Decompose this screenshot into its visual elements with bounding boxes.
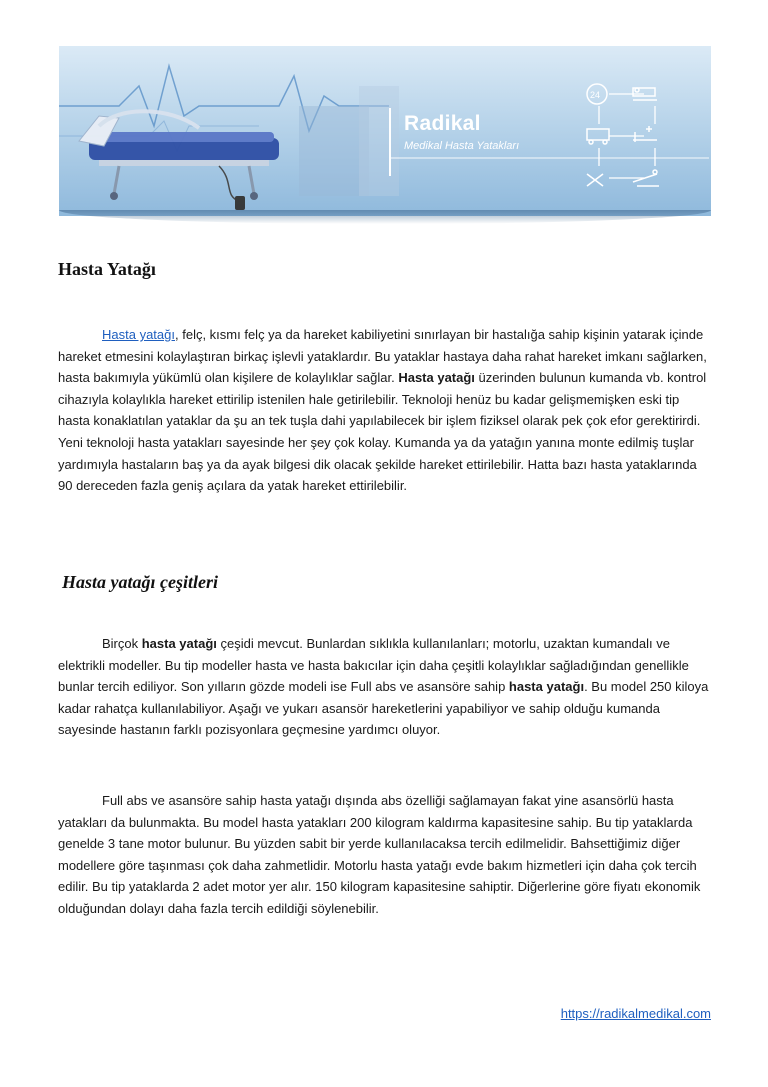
banner-artwork <box>59 46 711 216</box>
section-title: Hasta yatağı çeşitleri <box>62 572 218 592</box>
intro-paragraph <box>58 324 714 497</box>
p1-text-2: üzerinden bulunun kumanda vb. kontrol cihazıyla kolaylıkla hareket ettirilip istenilen hale getirilebilir. Teknoloji henüz bu kadar gelişmemişken eski tip hasta konaklatılan yataklar da şu an tek tuşla dahi yapılabilecek bir işlem fiziksel olarak pek çok efor gerektirirdi. Yeni teknoloji hasta yatakları sayesinde her şey çok kolay. Kumanda ya da yatağın yanına monte edilmiş tuşlar yardımıyla hastaların baş ya da ayak bilgesi dik olacak şekilde hareket ettirilebilir. Hatta bazı hasta yataklarında 90 dereceden fazla geniş açılara da yatak hareket ettirilebilir. <box>58 370 707 494</box>
banner-shadow <box>59 210 711 224</box>
p2-bold-1: hasta yatağı <box>141 636 217 651</box>
ambulance-icon <box>587 129 609 144</box>
types-paragraph <box>58 633 714 741</box>
patient-bed-icon <box>633 126 657 142</box>
p2-bold-2: hasta yatağı <box>508 679 585 695</box>
p3-text-1: Full abs ve asansöre sahip hasta yatağı dışında abs özelliği sağlamayan fakat yine asansörlü hasta yatakları da bulunmakta. Bu model hasta yatakları 200 kilogram kaldırma kapasitesine sahip. Bu tip yataklarda genelde 3 tane motor bulunur. Bu yüzden sabit bir yerde kullanılacaksa tercih edilmelidir. Bahsettiğimiz diğer modellere göre taşınması çok daha zahmetlidir. Motorlu hasta yatağı evde bakım hizmetleri için daha çok tercih edilir. Bu tip yataklarda 2 adet motor yer alır. 150 kilogram kapasitesine sahiptir. Diğerlerine göre fiyatı ekonomik olduğundan dolayı daha fazla tercih edildiği söylenebilir. <box>58 793 701 916</box>
page-title: Hasta Yatağı <box>58 259 156 279</box>
p1-text-1: , felç, kısmı felç ya da hareket kabiliyetini sınırlayan bir hastalığa sahip kişinin yatarak içinde hareket etmesini kolaylaştıran birkaç işlevli yataklardır. Bu yataklar hastaya daha rahat hareket imkanı sağlarken, hasta bakımıyla yükümlü olan kişilere de kolaylıklar sağlar. <box>58 327 707 386</box>
tools-icon <box>587 174 603 186</box>
models-paragraph <box>58 790 714 920</box>
p2-text-3: . Bu model 250 kiloya kadar rahatça kullanılabiliyor. Aşağı ve yukarı asansör hareketlerini yapabiliyor ve sahip olduğu kumanda sayesinde hastanın farklı pozisyonlara geçmesine yardımcı oluyor. <box>58 679 709 738</box>
clock-24-label: 24 <box>590 90 601 100</box>
website-link[interactable]: https://radikalmedikal.com <box>560 1006 711 1021</box>
p2-text-2: çeşidi mevcut. Bunlardan sıklıkla kullanılanları; motorlu, uzaktan kumandalı ve elektrikli modeller. Bu tip modeller hasta ve hasta bakıcılar için daha çeşitli kolaylıklar sağladığından genellikle bunlar tercih ediliyor. Son yılların gözde modeli ise Full abs ve asansöre sahip <box>58 636 689 695</box>
brand-name: Radikal <box>404 112 481 135</box>
p1-bold-1: Hasta yatağı <box>398 370 475 386</box>
hasta-yatagi-link[interactable]: Hasta yatağı <box>102 327 175 342</box>
brand-subtitle: Medikal Hasta Yatakları <box>404 140 520 152</box>
header-banner <box>59 46 711 216</box>
p2-text-1: Birçok <box>102 636 142 651</box>
